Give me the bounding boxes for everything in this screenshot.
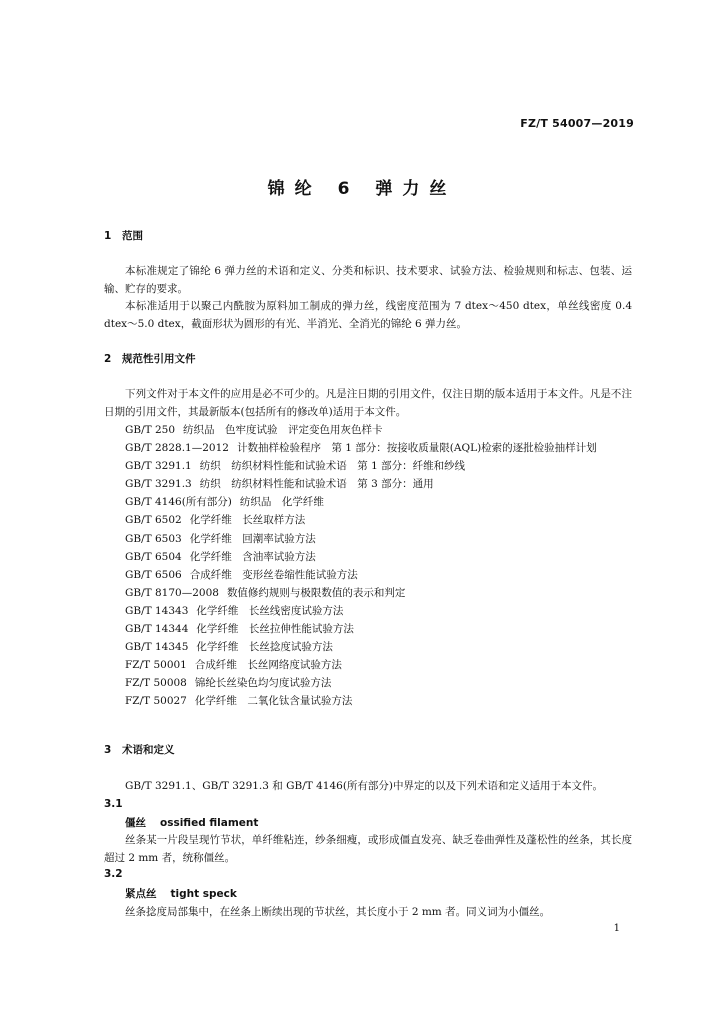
term-number: 3.2 <box>104 868 123 880</box>
reference-title: 合成纤维 变形丝卷缩性能试验方法 <box>189 568 358 581</box>
reference-list <box>104 421 632 711</box>
terms-intro: GB/T 3291.1、GB/T 3291.3 和 GB/T 4146(所有部分)中界定的以及下列术语和定义适用于本文件。 <box>125 780 604 792</box>
reference-code: GB/T 8170—2008 <box>125 586 219 599</box>
page-number: 1 <box>613 923 620 934</box>
reference-item <box>104 638 632 656</box>
reference-title: 化学纤维 长丝取样方法 <box>189 514 306 527</box>
reference-title: 化学纤维 含油率试验方法 <box>189 550 316 563</box>
section-title: 范围 <box>122 230 143 242</box>
section-number: 2 <box>104 353 112 365</box>
reference-code: GB/T 6502 <box>125 514 182 527</box>
term-english: tight speck <box>170 888 237 900</box>
reference-code: GB/T 14343 <box>125 604 189 617</box>
reference-title: 纺织品 化学纤维 <box>239 496 324 509</box>
references-intro: 下列文件对于本文件的应用是必不可少的。凡是注日期的引用文件，仅注日期的版本适用于本文件。凡是不注日期的引用文件，其最新版本(包括所有的修改单)适用于本文件。 <box>104 388 632 418</box>
reference-code: GB/T 3291.3 <box>125 478 192 491</box>
reference-item <box>104 566 632 584</box>
section-1-heading <box>104 228 143 243</box>
reference-item <box>104 530 632 548</box>
reference-code: GB/T 6504 <box>125 550 182 563</box>
section-3-heading <box>104 742 175 757</box>
reference-item <box>104 620 632 638</box>
term-heading <box>125 886 237 901</box>
scope-paragraph-2: 本标准适用于以聚己内酰胺为原料加工制成的弹力丝，线密度范围为 7 dtex～450 dtex，单丝线密度 0.4 dtex～5.0 dtex，截面形状为圆形的有光、半消光、全消光的锦纶 6 弹力丝。 <box>104 300 633 330</box>
reference-item <box>104 656 632 674</box>
reference-item <box>104 421 632 439</box>
reference-title: 纺织 纺织材料性能和试验术语 第 1 部分：纤维和纱线 <box>199 460 466 473</box>
term-heading <box>125 815 258 830</box>
reference-code: FZ/T 50008 <box>125 677 187 690</box>
reference-title: 计数抽样检验程序 第 1 部分：按接收质量限(AQL)检索的逐批检验抽样计划 <box>236 442 597 455</box>
reference-item <box>104 493 632 511</box>
standard-number: FZ/T 54007—2019 <box>520 117 634 130</box>
reference-title: 化学纤维 长丝捻度试验方法 <box>196 641 333 654</box>
reference-title: 合成纤维 长丝网络度试验方法 <box>194 659 342 672</box>
document-title: 锦纶 6 弹力丝 <box>267 179 457 199</box>
term-english: ossified filament <box>160 817 259 829</box>
section-title: 术语和定义 <box>122 744 175 756</box>
reference-code: GB/T 4146(所有部分) <box>125 496 232 509</box>
section-title: 规范性引用文件 <box>122 353 196 365</box>
reference-title: 化学纤维 回潮率试验方法 <box>189 532 316 545</box>
scope-paragraph-1: 本标准规定了锦纶 6 弹力丝的术语和定义、分类和标识、技术要求、试验方法、检验规则和标志、包装、运输、贮存的要求。 <box>104 265 632 295</box>
reference-title: 化学纤维 二氧化钛含量试验方法 <box>194 695 353 708</box>
term-definition: 丝条捻度局部集中，在丝条上断续出现的节状丝，其长度小于 2 mm 者。同义词为小僵丝。 <box>125 906 551 918</box>
reference-code: GB/T 6503 <box>125 532 182 545</box>
term-chinese: 僵丝 <box>125 817 146 829</box>
reference-title: 纺织品 色牢度试验 评定变色用灰色样卡 <box>183 424 383 436</box>
term-chinese: 紧点丝 <box>125 888 157 900</box>
reference-item <box>104 439 632 457</box>
reference-title: 锦纶长丝染色均匀度试验方法 <box>194 677 332 690</box>
section-number: 3 <box>104 744 112 756</box>
reference-code: GB/T 3291.1 <box>125 460 192 473</box>
section-number: 1 <box>104 230 112 242</box>
reference-item <box>104 584 632 602</box>
reference-item <box>104 602 632 620</box>
reference-title: 化学纤维 长丝线密度试验方法 <box>196 604 344 617</box>
reference-code: GB/T 250 <box>125 424 176 436</box>
term-number: 3.1 <box>104 798 123 810</box>
reference-code: GB/T 14345 <box>125 641 189 654</box>
term-definition: 丝条某一片段呈现竹节状，单纤维粘连，纱条细瘦，或形成僵直发亮、缺乏卷曲弹性及蓬松性的丝条，其长度超过 2 mm 者，统称僵丝。 <box>104 834 632 864</box>
reference-code: GB/T 14344 <box>125 623 189 636</box>
reference-title: 数值修约规则与极限数值的表示和判定 <box>226 586 406 599</box>
reference-item <box>104 457 632 475</box>
reference-code: GB/T 6506 <box>125 568 182 581</box>
reference-item <box>104 674 632 692</box>
reference-code: FZ/T 50027 <box>125 695 187 708</box>
reference-item <box>104 475 632 493</box>
reference-item <box>104 511 632 529</box>
reference-item <box>104 548 632 566</box>
section-2-heading <box>104 351 196 366</box>
reference-item <box>104 692 632 710</box>
reference-code: FZ/T 50001 <box>125 659 187 672</box>
reference-title: 化学纤维 长丝拉伸性能试验方法 <box>196 623 354 636</box>
reference-code: GB/T 2828.1—2012 <box>125 442 229 455</box>
reference-title: 纺织 纺织材料性能和试验术语 第 3 部分：通用 <box>199 478 434 491</box>
